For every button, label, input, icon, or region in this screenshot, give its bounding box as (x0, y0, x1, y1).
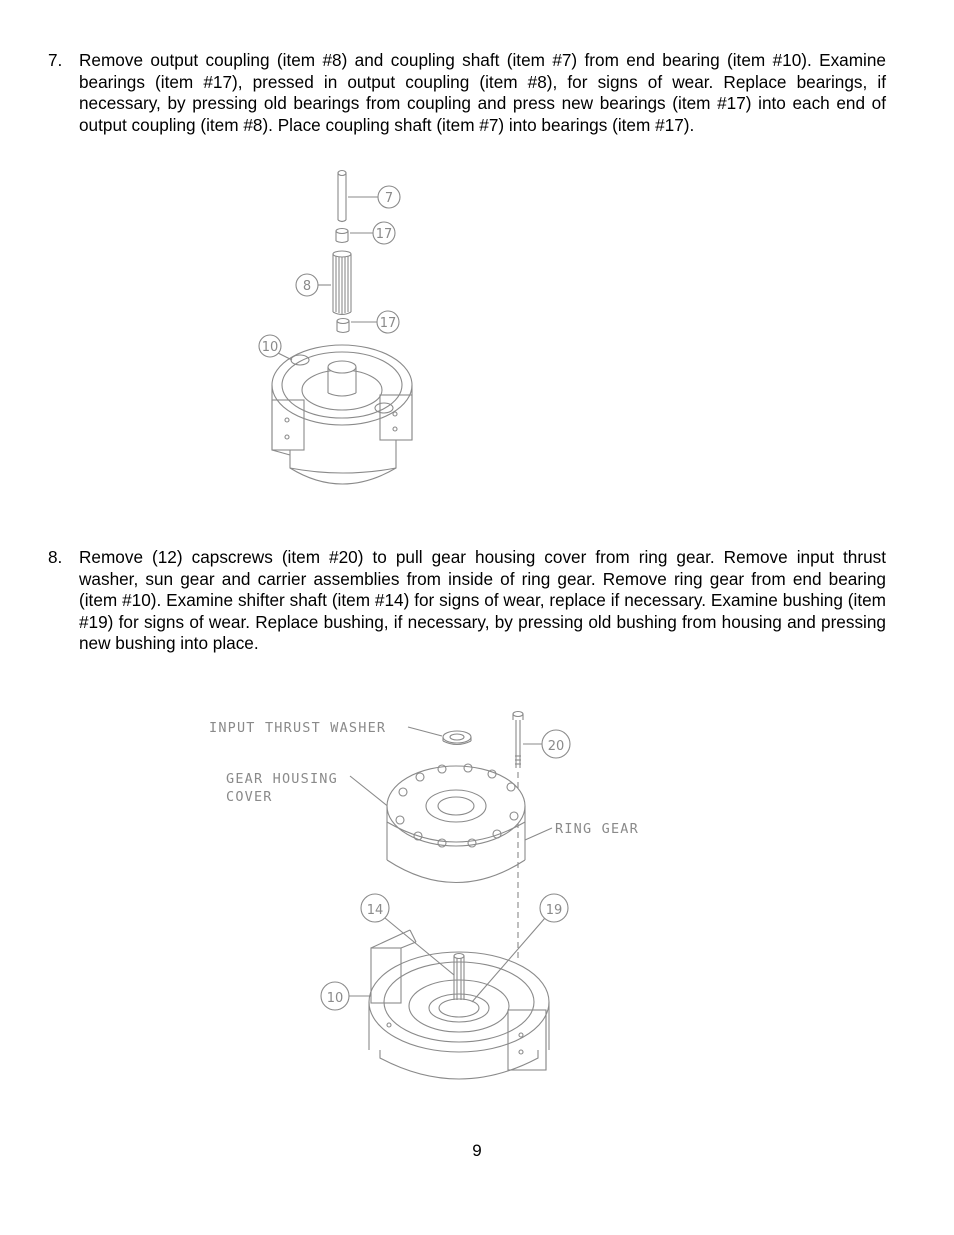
callout-17-bottom-text: 17 (379, 316, 397, 331)
callout-20 (523, 730, 570, 758)
callout-10-bottom-text: 10 (326, 991, 344, 1006)
callout-10-top-text: 10 (261, 340, 279, 355)
capscrew-drawing (513, 712, 523, 961)
label-ring-gear: RING GEAR (555, 821, 639, 837)
label-input-thrust-washer: INPUT THRUST WASHER (209, 720, 387, 736)
label-gear-housing-cover-2: COVER (226, 789, 273, 805)
step-number: 8. (48, 547, 63, 567)
callout-7-text: 7 (384, 191, 394, 206)
step-text: Remove output coupling (item #8) and coupling shaft (item #7) from end bearing (item #10). Examine bearings (item #17), pressed in output coupling (item #8), for signs of wear. Replace bearings, if necessary, by pressing old bearings from coupling and press new bearings (item #17) into each end of output coupling (item #8). Place coupling shaft (item #7) into bearings (item #17). (79, 50, 886, 135)
page-number: 9 (472, 1141, 482, 1160)
label-gear-housing-cover-1: GEAR HOUSING (226, 771, 338, 787)
step-number: 7. (48, 50, 63, 70)
step-text: Remove (12) capscrews (item #20) to pull gear housing cover from ring gear. Remove input thrust washer, sun gear and carrier assemblies from inside of ring gear. Remove ring gear from end bearing (item #10). Examine shifter shaft (item #14) for signs of wear, replace if necessary. Examine bushing (item #19) for signs of wear. Replace bushing, if necessary, by pressing old bushing from housing and pressing new bushing into place. (79, 547, 886, 653)
callout-20-text: 20 (547, 739, 565, 754)
ring-gear-housing-drawing (387, 764, 525, 883)
callout-8-text: 8 (302, 279, 312, 294)
callout-17-top-text: 17 (375, 227, 393, 242)
thrust-washer-drawing (443, 731, 471, 745)
callout-14-text: 14 (366, 903, 384, 918)
callout-19-text: 19 (545, 903, 563, 918)
end-bearing-bottom-drawing (369, 930, 549, 1079)
callout-10-bottom (321, 982, 371, 1010)
